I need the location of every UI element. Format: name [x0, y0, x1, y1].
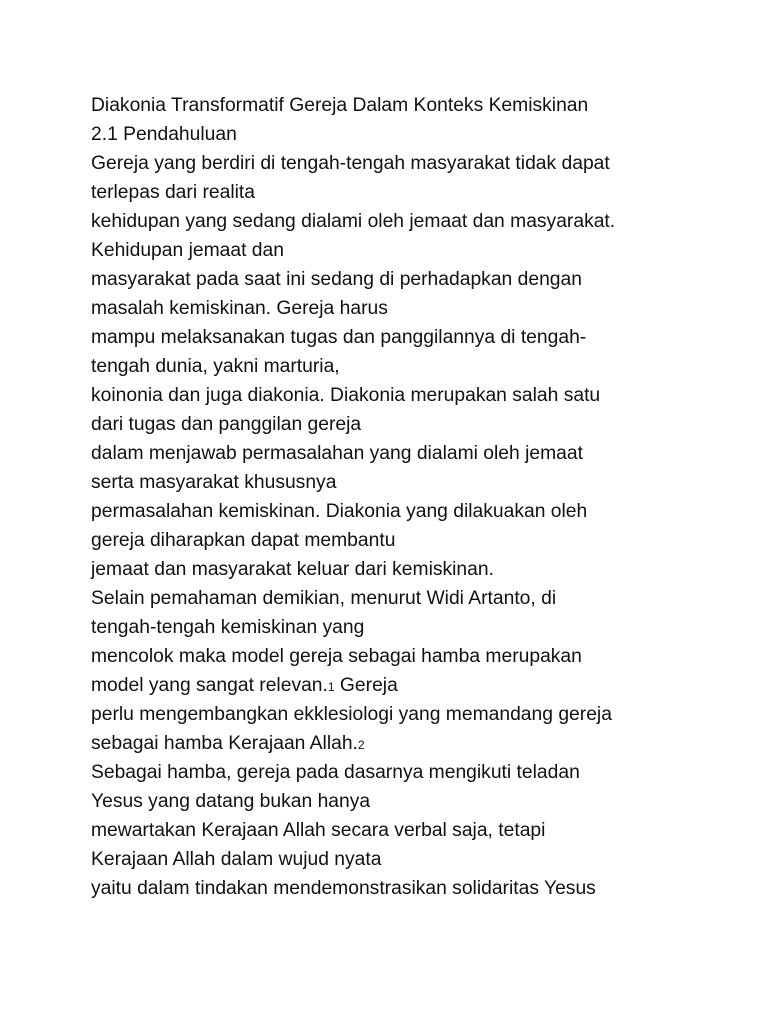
text-line: Kehidupan jemaat dan	[91, 240, 284, 261]
text-line: koinonia dan juga diakonia. Diakonia merupakan salah satu	[91, 385, 601, 406]
document-page	[91, 91, 751, 903]
text-line: jemaat dan masyarakat keluar dari kemiskinan.	[91, 559, 494, 580]
text-segment: model yang sangat relevan.	[91, 675, 328, 696]
text-line: perlu mengembangkan ekklesiologi yang memandang gereja	[91, 704, 612, 725]
text-line: mewartakan Kerajaan Allah secara verbal saja, tetapi	[91, 820, 546, 841]
text-line: Gereja yang berdiri di tengah-tengah masyarakat tidak dapat	[91, 153, 610, 174]
text-line: dalam menjawab permasalahan yang dialami oleh jemaat	[91, 443, 583, 464]
text-line: tengah-tengah kemiskinan yang	[91, 617, 365, 638]
text-line: Yesus yang datang bukan hanya	[91, 791, 371, 812]
text-segment: sebagai hamba Kerajaan Allah.	[91, 733, 358, 754]
text-line-with-footnote-1	[91, 671, 751, 700]
text-line: gereja diharapkan dapat membantu	[91, 530, 396, 551]
text-line: kehidupan yang sedang dialami oleh jemaat dan masyarakat.	[91, 211, 616, 232]
text-line: serta masyarakat khususnya	[91, 472, 337, 493]
text-line-with-footnote-2	[91, 729, 751, 758]
text-line: terlepas dari realita	[91, 182, 255, 203]
text-line: permasalahan kemiskinan. Diakonia yang dilakuakan oleh	[91, 501, 588, 522]
text-line: mampu melaksanakan tugas dan panggilannya di tengah-	[91, 327, 587, 348]
section-heading: 2.1 Pendahuluan	[91, 124, 237, 145]
footnote-marker-2: 2	[357, 738, 365, 752]
text-line: tengah dunia, yakni marturia,	[91, 356, 340, 377]
text-line: dari tugas dan panggilan gereja	[91, 414, 362, 435]
document-title: Diakonia Transformatif Gereja Dalam Konteks Kemiskinan	[91, 95, 589, 116]
text-line: masyarakat pada saat ini sedang di perhadapkan dengan	[91, 269, 582, 290]
text-line: masalah kemiskinan. Gereja harus	[91, 298, 388, 319]
text-line: Sebagai hamba, gereja pada dasarnya mengikuti teladan	[91, 762, 580, 783]
text-line: mencolok maka model gereja sebagai hamba merupakan	[91, 646, 582, 667]
text-segment: Gereja	[334, 675, 398, 696]
text-line: Selain pemahaman demikian, menurut Widi Artanto, di	[91, 588, 557, 609]
text-line: Kerajaan Allah dalam wujud nyata	[91, 849, 382, 870]
text-line: yaitu dalam tindakan mendemonstrasikan solidaritas Yesus	[91, 878, 596, 899]
footnote-marker-1: 1	[327, 680, 335, 694]
